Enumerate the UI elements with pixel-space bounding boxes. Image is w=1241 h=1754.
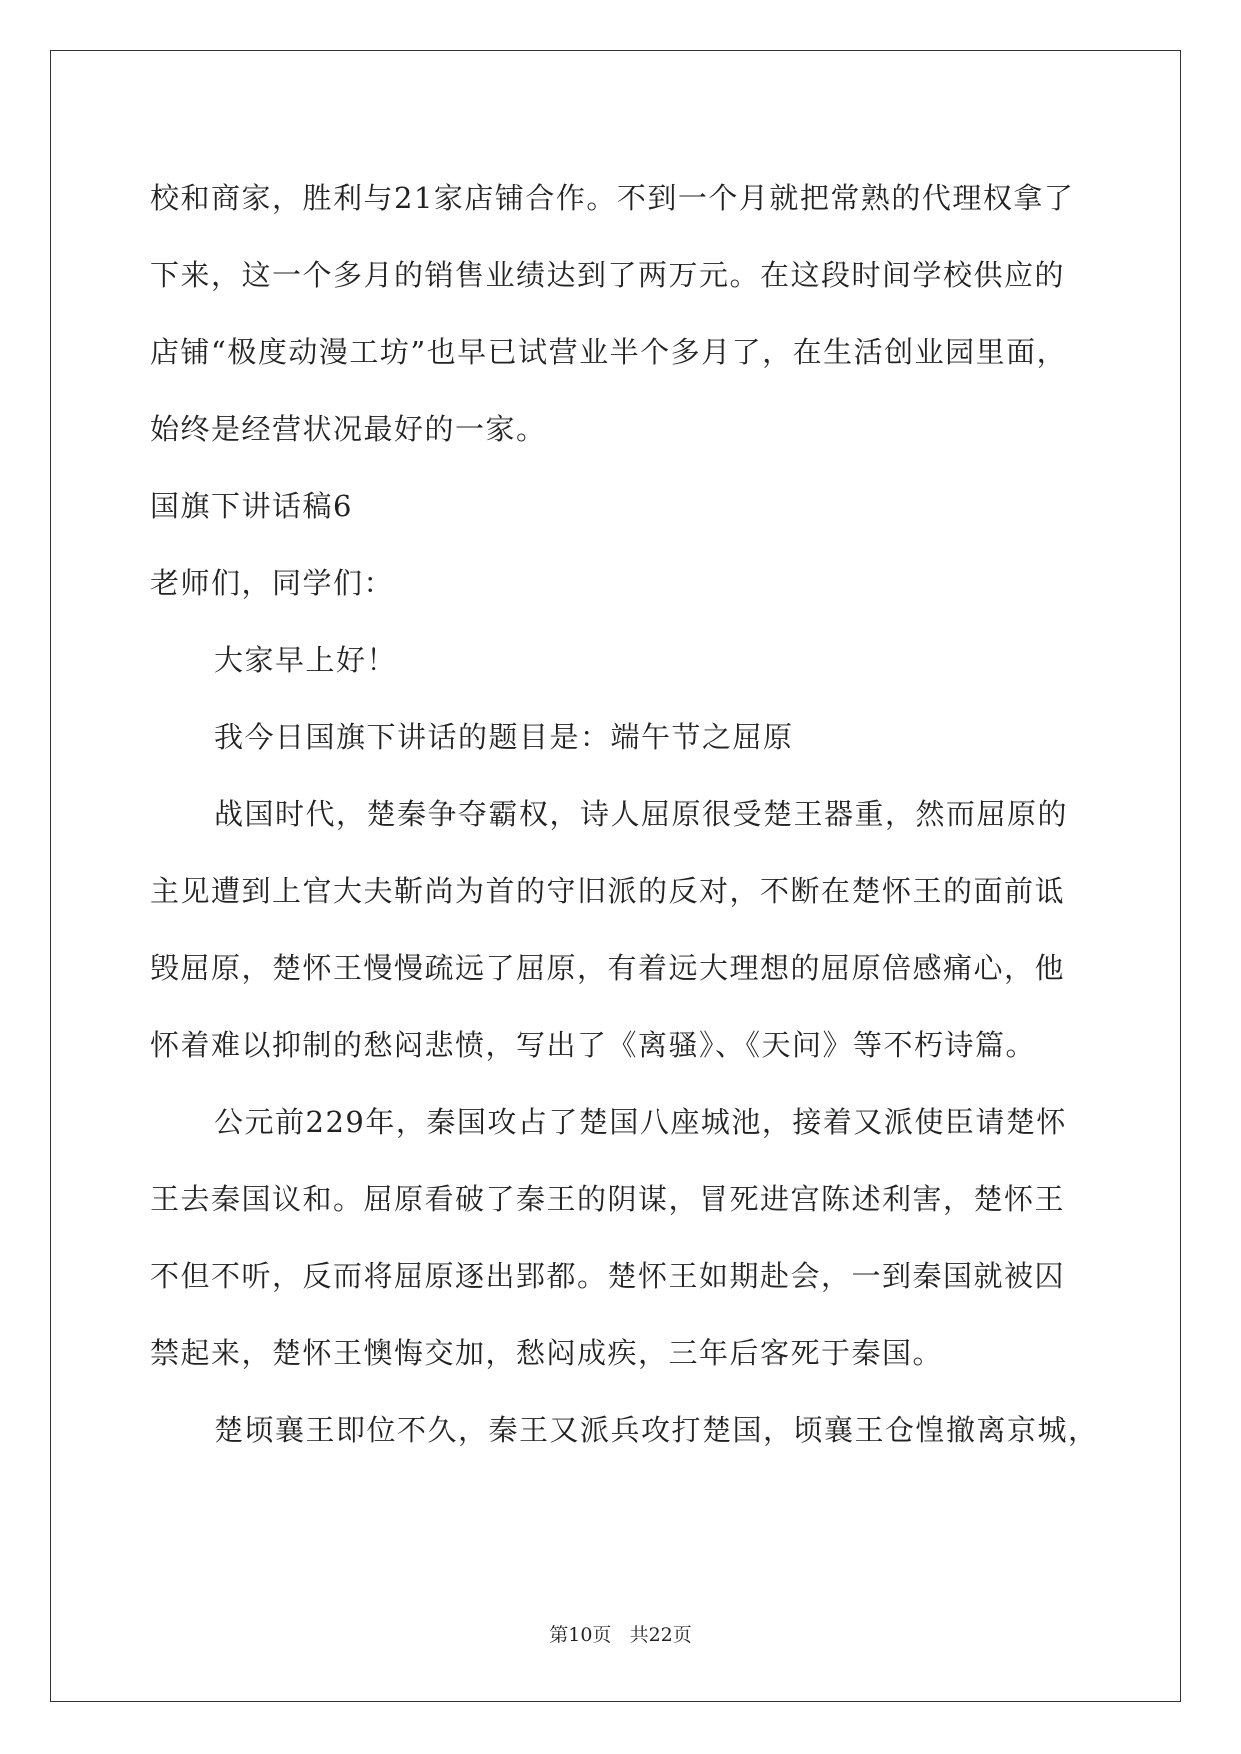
text-line: 店铺“极度动漫工坊”也早已试营业半个多月了，在生活创业园里面， <box>150 335 1068 369</box>
section-heading: 国旗下讲话稿6 <box>150 489 353 523</box>
greeting: 大家早上好！ <box>214 643 398 677</box>
salutation: 老师们，同学们： <box>150 566 395 600</box>
page-number: 第10页 <box>549 1624 612 1646</box>
text-line: 主见遭到上官大夫靳尚为首的守旧派的反对，不断在楚怀王的面前诋 <box>150 874 1066 908</box>
text-line: 校和商家，胜利与21家店铺合作。不到一个月就把常熟的代理权拿了 <box>150 181 1075 215</box>
text-line: 毁屈原，楚怀王慢慢疏远了屈原，有着远大理想的屈原倍感痛心，他 <box>150 951 1066 985</box>
text-line: 不但不听，反而将屈原逐出郢都。楚怀王如期赴会，一到秦国就被囚 <box>150 1259 1066 1293</box>
text-line: 始终是经营状况最好的一家。 <box>150 412 547 446</box>
text-line: 怀着难以抑制的愁闷悲愤，写出了《离骚》、《天问》等不朽诗篇。 <box>150 1028 1037 1062</box>
speech-topic: 我今日国旗下讲话的题目是：端午节之屈原 <box>214 720 794 754</box>
page-footer <box>0 1620 1241 1647</box>
text-line: 战国时代，楚秦争夺霸权，诗人屈原很受楚王器重，然而屈原的 <box>214 797 1069 831</box>
page-total: 共22页 <box>629 1624 692 1646</box>
text-line: 下来，这一个多月的销售业绩达到了两万元。在这段时间学校供应的 <box>150 258 1066 292</box>
text-line: 楚顷襄王即位不久，秦王又派兵攻打楚国，顷襄王仓惶撤离京城， <box>214 1413 1099 1447</box>
document-body <box>150 160 1100 1469</box>
text-line: 公元前229年，秦国攻占了楚国八座城池，接着又派使臣请楚怀 <box>214 1105 1067 1139</box>
text-line: 禁起来，楚怀王懊悔交加，愁闷成疾，三年后客死于秦国。 <box>150 1336 944 1370</box>
text-line: 王去秦国议和。屈原看破了秦王的阴谋，冒死进宫陈述利害，楚怀王 <box>150 1182 1066 1216</box>
